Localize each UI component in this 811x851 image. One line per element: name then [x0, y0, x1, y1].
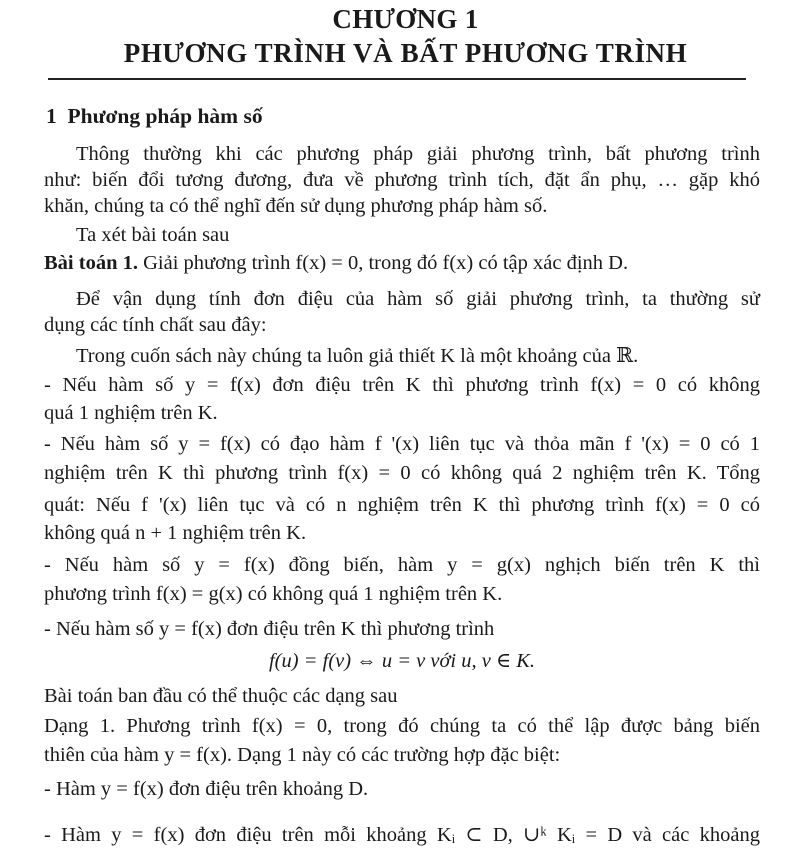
problem-statement — [44, 250, 760, 276]
paragraph-line: Để vận dụng tính đơn điệu của hàm số giải phương trình, ta thường sử — [76, 288, 760, 310]
equation-line: f(u) = f(v) ⇔ u = v với u, v ∈ K. — [268, 650, 536, 672]
paragraph-line: Trong cuốn sách này chúng ta luôn giả thiết K là một khoảng của ℝ. — [76, 345, 639, 367]
section-title: Phương pháp hàm số — [67, 104, 263, 128]
problem-label: Bài toán 1. — [44, 252, 138, 274]
bullet-line: quát: Nếu f '(x) liên tục và có n nghiệm trên K thì phương trình f(x) = 0 có — [44, 494, 760, 516]
paragraph-line: dụng các tính chất sau đây: — [44, 314, 267, 336]
bullet-line: - Nếu hàm số y = f(x) đơn điệu trên K thì phương trình f(x) = 0 có không — [44, 374, 760, 396]
problem-text: Giải phương trình f(x) = 0, trong đó f(x) có tập xác định D. — [143, 252, 629, 274]
title-divider — [48, 78, 746, 80]
paragraph-line: Dạng 1. Phương trình f(x) = 0, trong đó chúng ta có thể lập được bảng biến — [44, 715, 760, 737]
section-heading — [46, 103, 762, 129]
section-number: 1 — [46, 104, 57, 128]
paragraph-line: như: biến đổi tương đương, đưa về phương trình tích, đặt ẩn phụ, … gặp khó — [44, 169, 760, 191]
bullet-line: không quá n + 1 nghiệm trên K. — [44, 522, 307, 544]
paragraph-line: Thông thường khi các phương pháp giải phương trình, bất phương trình — [76, 143, 760, 165]
paragraph-line: thiên của hàm y = f(x). Dạng 1 này có các trường hợp đặc biệt: — [44, 744, 561, 766]
bullet-line: - Hàm y = f(x) đơn điệu trên khoảng D. — [44, 778, 369, 800]
chapter-heading: CHƯƠNG 1 — [332, 4, 479, 34]
bullet-line: nghiệm trên K thì phương trình f(x) = 0 có không quá 2 nghiệm trên K. Tổng — [44, 462, 760, 484]
paragraph-line: Bài toán ban đầu có thể thuộc các dạng sau — [44, 685, 398, 707]
bullet-line: - Hàm y = f(x) đơn điệu trên mỗi khoảng Kᵢ ⊂ D, ∪ᵏ Kᵢ = D và các khoảng — [44, 824, 760, 846]
paragraph-line: khăn, chúng ta có thể nghĩ đến sử dụng phương pháp hàm số. — [44, 195, 548, 217]
chapter-title: PHƯƠNG TRÌNH VÀ BẤT PHƯƠNG TRÌNH — [123, 38, 688, 68]
bullet-line: - Nếu hàm số y = f(x) đồng biến, hàm y = g(x) nghịch biến trên K thì — [44, 554, 760, 576]
bullet-line: - Nếu hàm số y = f(x) đơn điệu trên K thì phương trình — [44, 618, 495, 640]
bullet-line: phương trình f(x) = g(x) có không quá 1 nghiệm trên K. — [44, 583, 503, 605]
paragraph-line: Ta xét bài toán sau — [76, 224, 230, 246]
bullet-line: - Nếu hàm số y = f(x) có đạo hàm f '(x) liên tục và thỏa mãn f '(x) = 0 có 1 — [44, 433, 760, 455]
bullet-line: quá 1 nghiệm trên K. — [44, 402, 218, 424]
